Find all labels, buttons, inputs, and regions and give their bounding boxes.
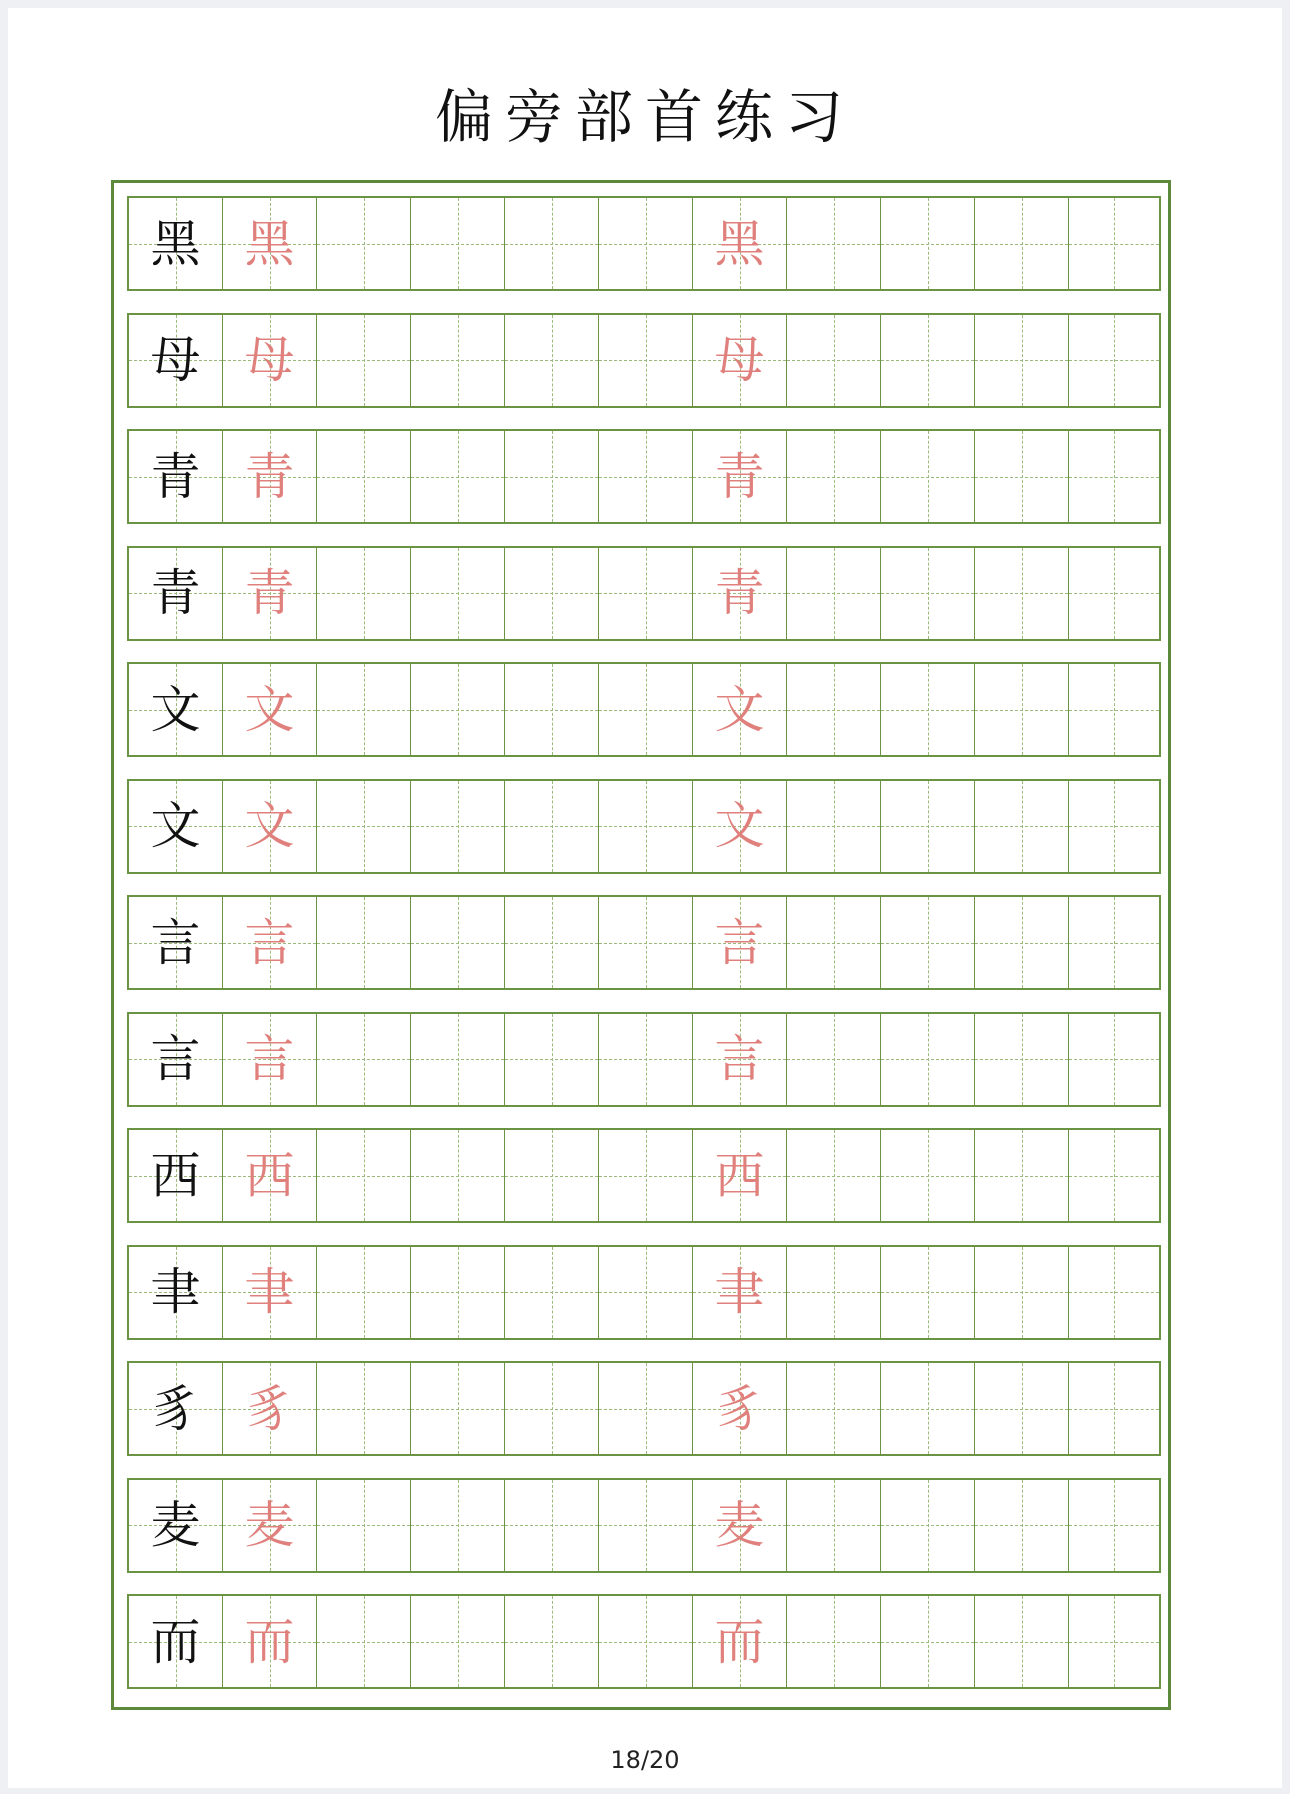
trace-character-cell[interactable]	[693, 781, 787, 872]
empty-practice-cell[interactable]	[505, 431, 599, 522]
empty-practice-cell[interactable]	[505, 1130, 599, 1221]
model-character-cell[interactable]	[129, 315, 223, 406]
trace-character: 而	[244, 1612, 295, 1671]
trace-character-cell[interactable]	[693, 198, 787, 289]
model-character-cell[interactable]	[129, 198, 223, 289]
trace-character-cell[interactable]	[693, 1130, 787, 1221]
empty-practice-cell[interactable]	[1069, 431, 1159, 522]
trace-character: 聿	[244, 1263, 295, 1321]
model-character: 母	[150, 331, 201, 389]
empty-practice-cell[interactable]	[1069, 1247, 1159, 1338]
empty-practice-cell[interactable]	[317, 315, 411, 406]
trace-character: 母	[244, 331, 295, 389]
empty-practice-cell[interactable]	[881, 1596, 975, 1687]
empty-practice-cell[interactable]	[975, 1363, 1069, 1454]
empty-practice-cell[interactable]	[787, 548, 881, 639]
empty-practice-cell[interactable]	[317, 1014, 411, 1105]
empty-practice-cell[interactable]	[411, 897, 505, 988]
trace-character-cell[interactable]	[223, 431, 317, 522]
trace-character-cell[interactable]	[223, 1247, 317, 1338]
empty-practice-cell[interactable]	[787, 198, 881, 289]
practice-row	[127, 1594, 1161, 1689]
empty-practice-cell[interactable]	[975, 781, 1069, 872]
trace-character: 母	[714, 331, 765, 389]
empty-practice-cell[interactable]	[505, 781, 599, 872]
trace-character: 青	[244, 564, 295, 622]
empty-practice-cell[interactable]	[1069, 781, 1159, 872]
empty-practice-cell[interactable]	[599, 315, 693, 406]
trace-character: 豸	[244, 1379, 295, 1438]
trace-character-cell[interactable]	[223, 781, 317, 872]
empty-practice-cell[interactable]	[599, 897, 693, 988]
trace-character: 黑	[244, 214, 295, 273]
empty-practice-cell[interactable]	[505, 315, 599, 406]
empty-practice-cell[interactable]	[317, 431, 411, 522]
empty-practice-cell[interactable]	[1069, 1130, 1159, 1221]
empty-practice-cell[interactable]	[881, 198, 975, 289]
model-character: 言	[150, 1030, 201, 1088]
empty-practice-cell[interactable]	[881, 897, 975, 988]
trace-character: 言	[244, 1030, 295, 1088]
empty-practice-cell[interactable]	[599, 1363, 693, 1454]
trace-character-cell[interactable]	[223, 1480, 317, 1571]
empty-practice-cell[interactable]	[599, 1014, 693, 1105]
empty-practice-cell[interactable]	[787, 664, 881, 755]
practice-row	[127, 1012, 1161, 1107]
page-number: 18/20	[610, 1746, 680, 1774]
trace-character: 西	[244, 1146, 295, 1205]
empty-practice-cell[interactable]	[411, 548, 505, 639]
empty-practice-cell[interactable]	[975, 548, 1069, 639]
empty-practice-cell[interactable]	[1069, 1480, 1159, 1571]
empty-practice-cell[interactable]	[411, 1014, 505, 1105]
model-character: 而	[150, 1612, 201, 1671]
empty-practice-cell[interactable]	[787, 1363, 881, 1454]
empty-practice-cell[interactable]	[599, 1480, 693, 1571]
empty-practice-cell[interactable]	[881, 664, 975, 755]
empty-practice-cell[interactable]	[411, 1247, 505, 1338]
empty-practice-cell[interactable]	[787, 1014, 881, 1105]
practice-row	[127, 779, 1161, 874]
model-character-cell[interactable]	[129, 548, 223, 639]
empty-practice-cell[interactable]	[411, 1130, 505, 1221]
trace-character-cell[interactable]	[693, 1480, 787, 1571]
empty-practice-cell[interactable]	[505, 1480, 599, 1571]
model-character: 文	[150, 680, 201, 739]
empty-practice-cell[interactable]	[975, 198, 1069, 289]
practice-row	[127, 662, 1161, 757]
empty-practice-cell[interactable]	[599, 431, 693, 522]
trace-character-cell[interactable]	[693, 664, 787, 755]
practice-row	[127, 1245, 1161, 1340]
model-character-cell[interactable]	[129, 897, 223, 988]
trace-character: 言	[244, 913, 295, 972]
empty-practice-cell[interactable]	[881, 315, 975, 406]
empty-practice-cell[interactable]	[975, 897, 1069, 988]
empty-practice-cell[interactable]	[881, 548, 975, 639]
trace-character-cell[interactable]	[693, 1014, 787, 1105]
model-character: 黑	[150, 214, 201, 273]
trace-character: 文	[244, 680, 295, 739]
model-character: 麦	[150, 1496, 201, 1554]
trace-character-cell[interactable]	[223, 1014, 317, 1105]
model-character-cell[interactable]	[129, 1363, 223, 1454]
empty-practice-cell[interactable]	[411, 1480, 505, 1571]
empty-practice-cell[interactable]	[975, 431, 1069, 522]
trace-character: 文	[244, 797, 295, 855]
empty-practice-cell[interactable]	[317, 198, 411, 289]
practice-row	[127, 313, 1161, 408]
trace-character-cell[interactable]	[223, 664, 317, 755]
trace-character-cell[interactable]	[693, 1247, 787, 1338]
empty-practice-cell[interactable]	[411, 664, 505, 755]
empty-practice-cell[interactable]	[505, 198, 599, 289]
trace-character: 豸	[714, 1379, 765, 1438]
empty-practice-cell[interactable]	[505, 1014, 599, 1105]
empty-practice-cell[interactable]	[787, 1596, 881, 1687]
empty-practice-cell[interactable]	[787, 1130, 881, 1221]
empty-practice-cell[interactable]	[975, 1130, 1069, 1221]
empty-practice-cell[interactable]	[1069, 897, 1159, 988]
empty-practice-cell[interactable]	[505, 664, 599, 755]
empty-practice-cell[interactable]	[317, 548, 411, 639]
trace-character-cell[interactable]	[223, 198, 317, 289]
empty-practice-cell[interactable]	[411, 1596, 505, 1687]
empty-practice-cell[interactable]	[505, 897, 599, 988]
empty-practice-cell[interactable]	[881, 1363, 975, 1454]
empty-practice-cell[interactable]	[881, 431, 975, 522]
empty-practice-cell[interactable]	[1069, 198, 1159, 289]
model-character-cell[interactable]	[129, 664, 223, 755]
practice-row	[127, 429, 1161, 524]
empty-practice-cell[interactable]	[317, 897, 411, 988]
empty-practice-cell[interactable]	[975, 315, 1069, 406]
empty-practice-cell[interactable]	[787, 1247, 881, 1338]
trace-character-cell[interactable]	[693, 315, 787, 406]
empty-practice-cell[interactable]	[317, 1247, 411, 1338]
trace-character-cell[interactable]	[223, 1596, 317, 1687]
model-character: 西	[150, 1146, 201, 1205]
empty-practice-cell[interactable]	[975, 1480, 1069, 1571]
empty-practice-cell[interactable]	[599, 1596, 693, 1687]
empty-practice-cell[interactable]	[881, 1480, 975, 1571]
empty-practice-cell[interactable]	[881, 1130, 975, 1221]
page-title: 偏旁部首练习	[434, 83, 855, 151]
trace-character-cell[interactable]	[223, 315, 317, 406]
empty-practice-cell[interactable]	[317, 1130, 411, 1221]
empty-practice-cell[interactable]	[1069, 664, 1159, 755]
empty-practice-cell[interactable]	[317, 664, 411, 755]
model-character-cell[interactable]	[129, 1130, 223, 1221]
model-character: 青	[150, 564, 201, 622]
model-character: 青	[150, 447, 201, 506]
trace-character-cell[interactable]	[223, 548, 317, 639]
worksheet-page	[8, 8, 1282, 1788]
empty-practice-cell[interactable]	[317, 781, 411, 872]
trace-character: 青	[714, 564, 765, 622]
practice-row	[127, 1128, 1161, 1223]
trace-character-cell[interactable]	[693, 897, 787, 988]
empty-practice-cell[interactable]	[787, 431, 881, 522]
empty-practice-cell[interactable]	[599, 1247, 693, 1338]
trace-character: 黑	[714, 214, 765, 273]
empty-practice-cell[interactable]	[1069, 1014, 1159, 1105]
trace-character: 青	[714, 447, 765, 506]
empty-practice-cell[interactable]	[599, 548, 693, 639]
trace-character-cell[interactable]	[223, 1363, 317, 1454]
practice-row	[127, 546, 1161, 641]
trace-character-cell[interactable]	[693, 1596, 787, 1687]
trace-character: 聿	[714, 1263, 765, 1321]
empty-practice-cell[interactable]	[787, 897, 881, 988]
trace-character-cell[interactable]	[223, 1130, 317, 1221]
model-character-cell[interactable]	[129, 1480, 223, 1571]
empty-practice-cell[interactable]	[317, 1480, 411, 1571]
trace-character: 麦	[714, 1496, 765, 1554]
empty-practice-cell[interactable]	[599, 781, 693, 872]
empty-practice-cell[interactable]	[599, 1130, 693, 1221]
trace-character-cell[interactable]	[693, 431, 787, 522]
empty-practice-cell[interactable]	[787, 315, 881, 406]
model-character-cell[interactable]	[129, 1247, 223, 1338]
empty-practice-cell[interactable]	[411, 315, 505, 406]
practice-row	[127, 1361, 1161, 1456]
empty-practice-cell[interactable]	[317, 1596, 411, 1687]
empty-practice-cell[interactable]	[505, 548, 599, 639]
practice-grid-frame	[111, 180, 1171, 1710]
model-character-cell[interactable]	[129, 431, 223, 522]
empty-practice-cell[interactable]	[317, 1363, 411, 1454]
model-character-cell[interactable]	[129, 1014, 223, 1105]
empty-practice-cell[interactable]	[881, 781, 975, 872]
trace-character: 青	[244, 447, 295, 506]
empty-practice-cell[interactable]	[787, 781, 881, 872]
trace-character: 而	[714, 1612, 765, 1671]
practice-row	[127, 196, 1161, 291]
trace-character: 文	[714, 797, 765, 855]
empty-practice-cell[interactable]	[881, 1014, 975, 1105]
model-character: 豸	[150, 1379, 201, 1438]
model-character: 文	[150, 797, 201, 855]
empty-practice-cell[interactable]	[975, 1014, 1069, 1105]
model-character: 言	[150, 913, 201, 972]
empty-practice-cell[interactable]	[505, 1596, 599, 1687]
trace-character-cell[interactable]	[693, 1363, 787, 1454]
empty-practice-cell[interactable]	[975, 1247, 1069, 1338]
trace-character: 文	[714, 680, 765, 739]
empty-practice-cell[interactable]	[411, 781, 505, 872]
empty-practice-cell[interactable]	[505, 1363, 599, 1454]
empty-practice-cell[interactable]	[1069, 1596, 1159, 1687]
trace-character: 西	[714, 1146, 765, 1205]
empty-practice-cell[interactable]	[599, 198, 693, 289]
empty-practice-cell[interactable]	[975, 1596, 1069, 1687]
model-character: 聿	[150, 1263, 201, 1321]
empty-practice-cell[interactable]	[1069, 315, 1159, 406]
trace-character-cell[interactable]	[223, 897, 317, 988]
empty-practice-cell[interactable]	[411, 198, 505, 289]
empty-practice-cell[interactable]	[975, 664, 1069, 755]
model-character-cell[interactable]	[129, 1596, 223, 1687]
empty-practice-cell[interactable]	[411, 431, 505, 522]
trace-character-cell[interactable]	[693, 548, 787, 639]
empty-practice-cell[interactable]	[505, 1247, 599, 1338]
empty-practice-cell[interactable]	[599, 664, 693, 755]
empty-practice-cell[interactable]	[1069, 548, 1159, 639]
trace-character: 言	[714, 913, 765, 972]
empty-practice-cell[interactable]	[411, 1363, 505, 1454]
trace-character: 言	[714, 1030, 765, 1088]
practice-row	[127, 1478, 1161, 1573]
empty-practice-cell[interactable]	[787, 1480, 881, 1571]
model-character-cell[interactable]	[129, 781, 223, 872]
empty-practice-cell[interactable]	[1069, 1363, 1159, 1454]
empty-practice-cell[interactable]	[881, 1247, 975, 1338]
practice-row	[127, 895, 1161, 990]
trace-character: 麦	[244, 1496, 295, 1554]
